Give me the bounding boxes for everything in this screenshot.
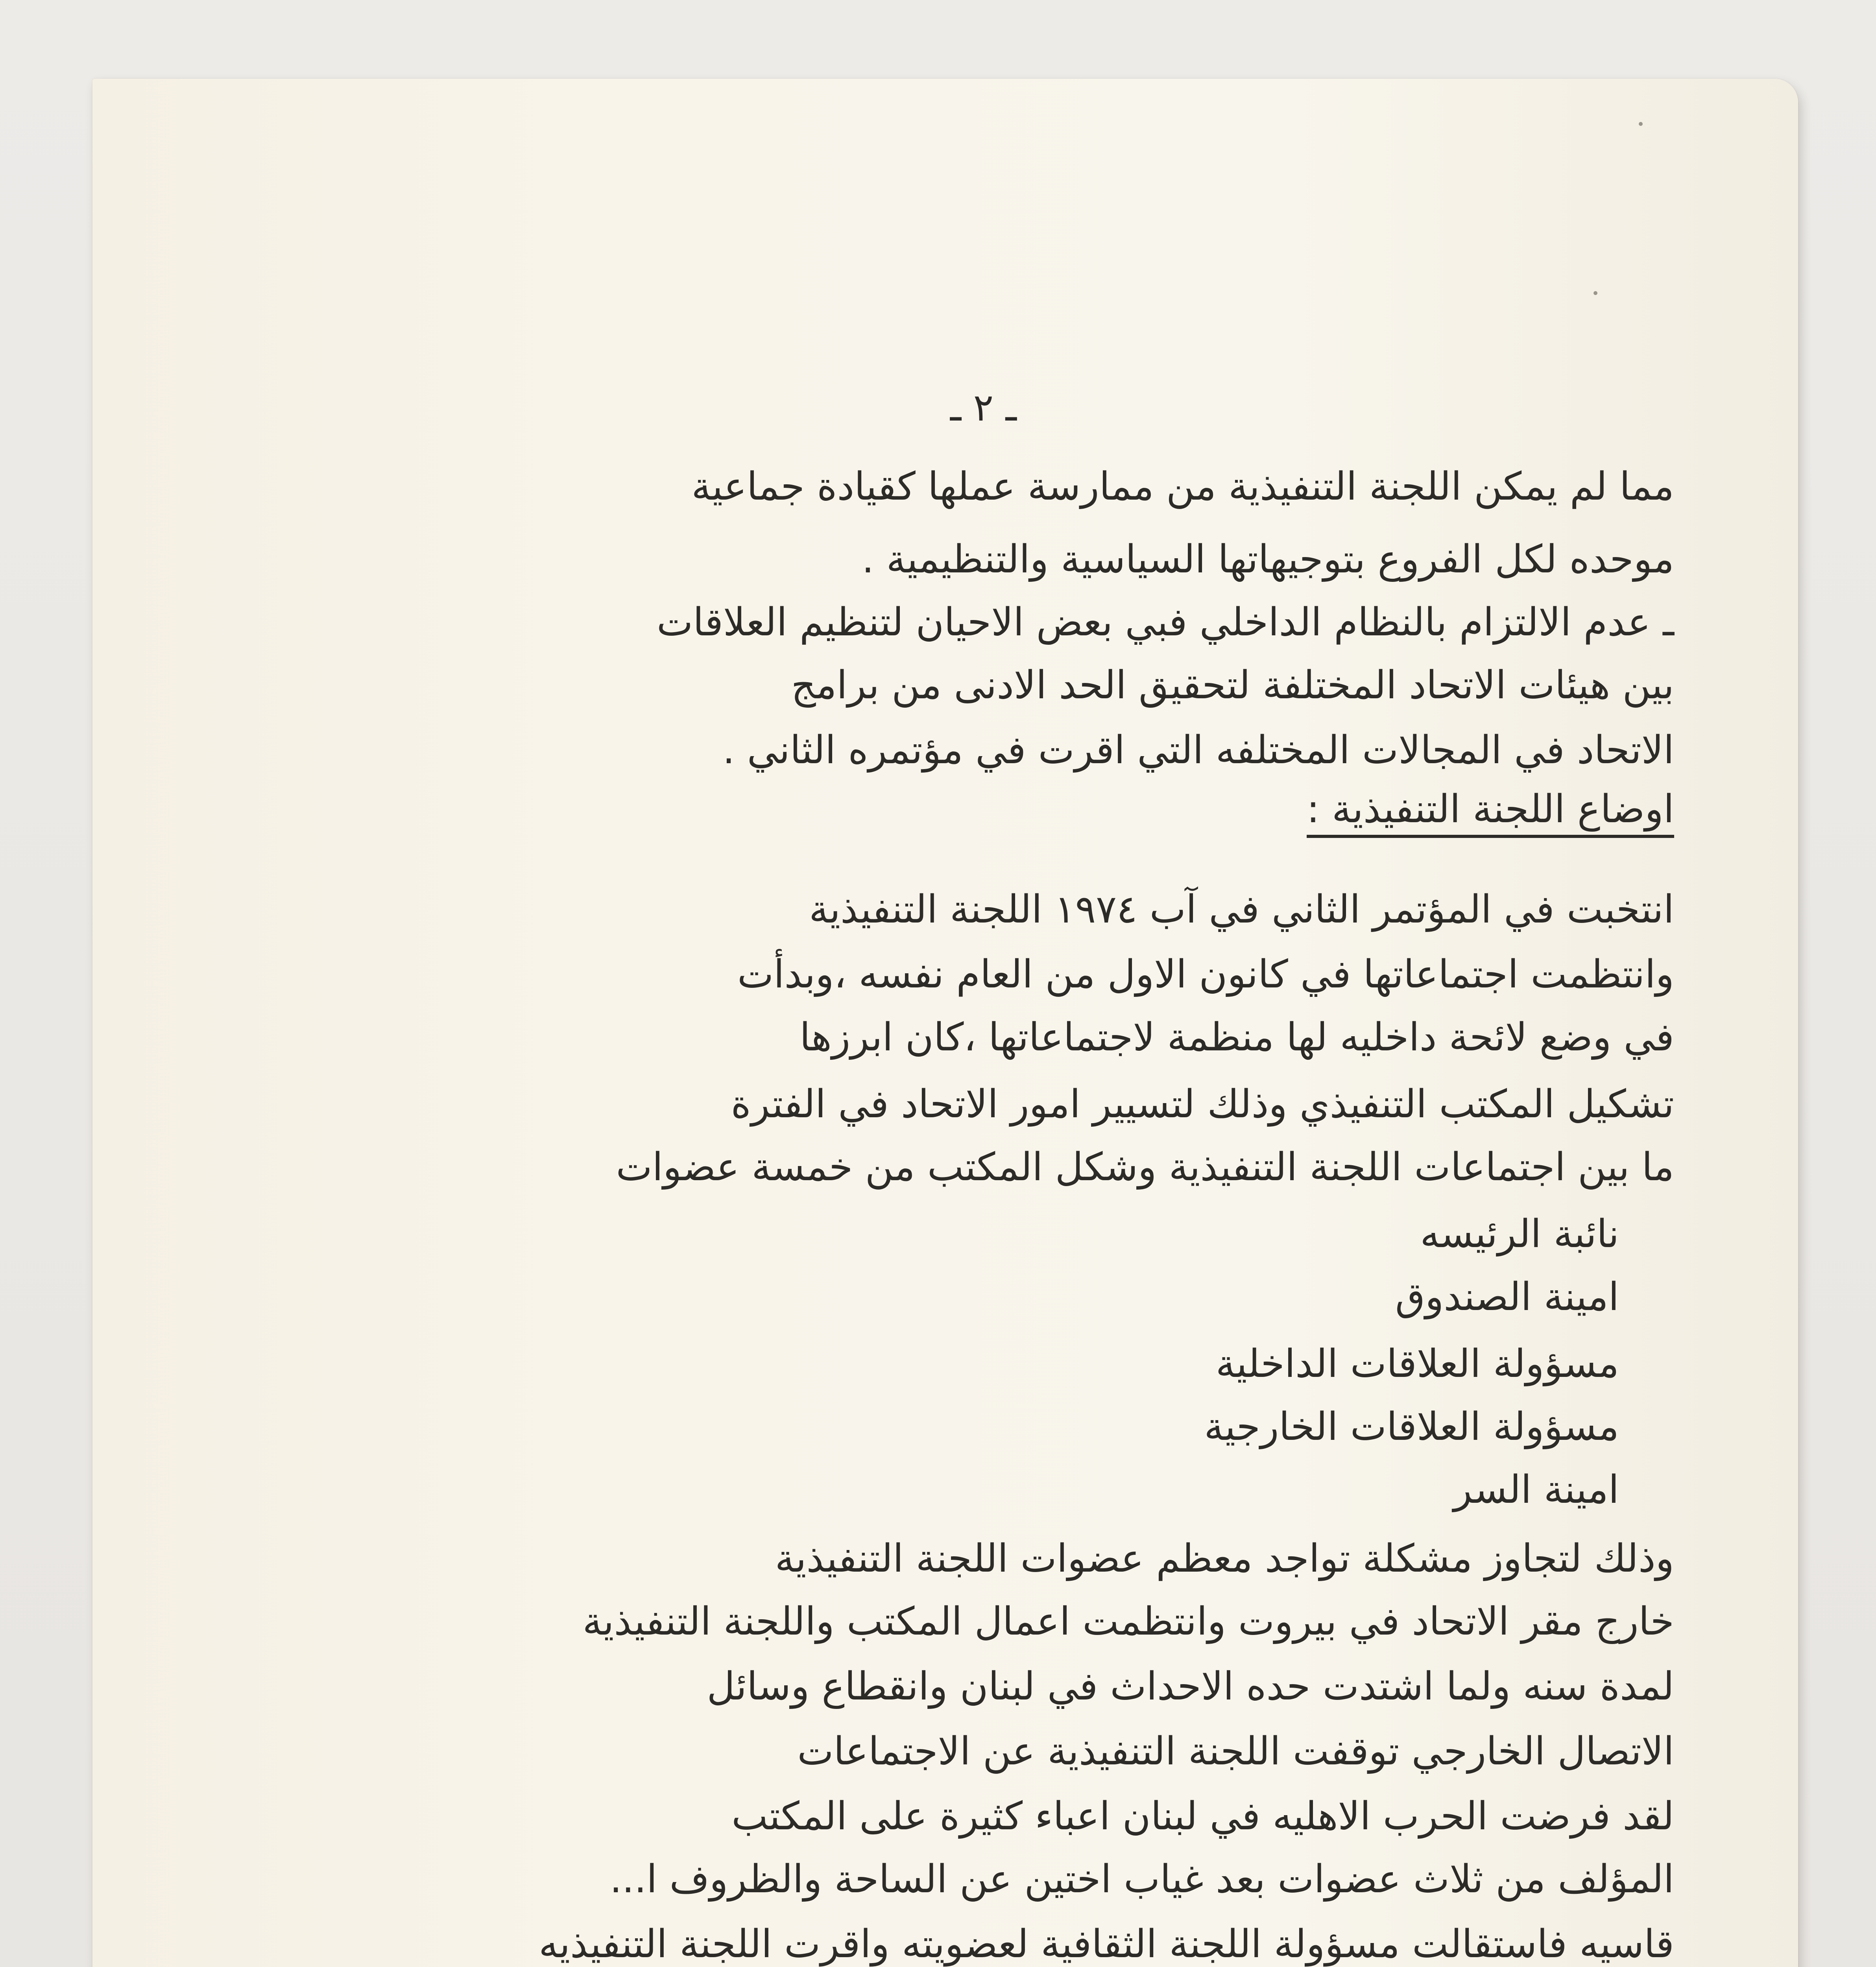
text-line: بين هيئات الاتحاد المختلفة لتحقيق الحد الادنى من برامج (791, 663, 1674, 708)
text-line: الاتحاد في المجالات المختلفه التي اقرت في مؤتمره الثاني . (722, 728, 1674, 773)
text-line: المؤلف من ثلاث عضوات بعد غياب اختين عن الساحة والظروف ا... (609, 1857, 1674, 1902)
text-line: لقد فرضت الحرب الاهليه في لبنان اعباء كثيرة على المكتب (731, 1794, 1674, 1839)
text-line: لمدة سنه ولما اشتدت حده الاحداث في لبنان وانقطاع وسائل (707, 1664, 1674, 1709)
document-page (92, 79, 1798, 1967)
paper-speck (1593, 291, 1597, 295)
text-line: الاتصال الخارجي توقفت اللجنة التنفيذية عن الاجتماعات (797, 1729, 1674, 1774)
text-line: وذلك لتجاوز مشكلة تواجد معظم عضوات اللجنة التنفيذية (775, 1536, 1674, 1581)
list-item: امينة السر (1453, 1467, 1619, 1512)
text-line: وانتظمت اجتماعاتها في كانون الاول من العام نفسه ،وبدأت (737, 952, 1674, 997)
text-line: في وضع لائحة داخليه لها منظمة لاجتماعاتها ،كان ابرزها (800, 1015, 1674, 1060)
text-line: قاسيه فاستقالت مسؤولة اللجنة الثقافية لعضويته واقرت اللجنة التنفيذيه (539, 1922, 1674, 1967)
list-item: امينة الصندوق (1395, 1275, 1619, 1319)
text-line: ما بين اجتماعات اللجنة التنفيذية وشكل المكتب من خمسة عضوات (616, 1145, 1674, 1190)
page-number: ـ ٢ ـ (950, 386, 1017, 430)
text-line: انتخبت في المؤتمر الثاني في آب ١٩٧٤ اللجنة التنفيذية (809, 887, 1674, 932)
text-line: خارج مقر الاتحاد في بيروت وانتظمت اعمال المكتب واللجنة التنفيذية (582, 1599, 1674, 1644)
section-heading: اوضاع اللجنة التنفيذية : (1307, 787, 1674, 838)
text-line: مما لم يمكن اللجنة التنفيذية من ممارسة عملها كقيادة جماعية (691, 464, 1674, 509)
paper-speck (1639, 122, 1643, 126)
list-item: نائبة الرئيسه (1420, 1212, 1619, 1257)
list-item: مسؤولة العلاقات الخارجية (1204, 1404, 1619, 1449)
list-item: مسؤولة العلاقات الداخلية (1215, 1341, 1619, 1386)
text-line: موحده لكل الفروع بتوجيهاتها السياسية والتنظيمية . (862, 537, 1674, 582)
text-line: ـ عدم الالتزام بالنظام الداخلي فبي بعض الاحيان لتنظيم العلاقات (657, 600, 1674, 645)
text-line: تشكيل المكتب التنفيذي وذلك لتسيير امور الاتحاد في الفترة (731, 1082, 1674, 1127)
